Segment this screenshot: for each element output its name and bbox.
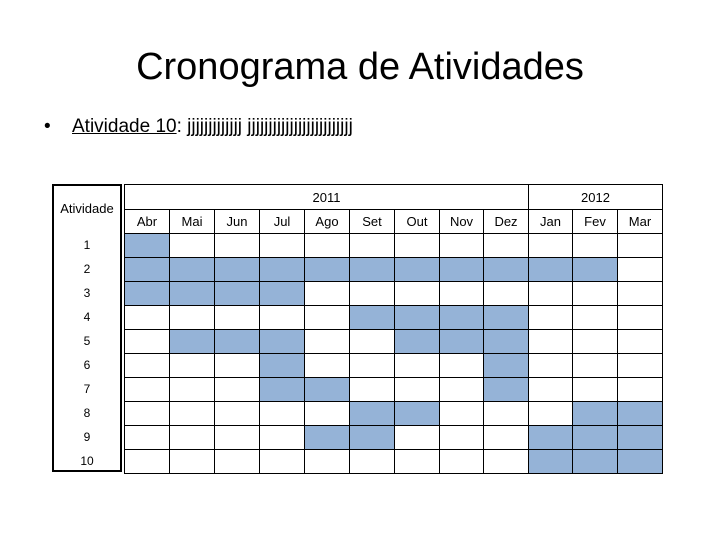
schedule-cell-empty: [484, 282, 529, 306]
schedule-cell-empty: [395, 234, 440, 258]
schedule-cell-empty: [260, 402, 305, 426]
schedule-cell-empty: [440, 234, 484, 258]
schedule-cell-empty: [618, 306, 663, 330]
activity-number: 5: [83, 334, 91, 348]
schedule-cell-filled: [484, 258, 529, 282]
schedule-cell-filled: [350, 402, 395, 426]
schedule-cell-empty: [440, 426, 484, 450]
schedule-cell-filled: [440, 258, 484, 282]
schedule-cell-filled: [484, 306, 529, 330]
schedule-cell-empty: [305, 402, 350, 426]
schedule-cell-empty: [529, 234, 573, 258]
activity-row: [125, 306, 663, 330]
bullet-marker: •: [44, 116, 51, 137]
activity-number: 2: [83, 262, 91, 276]
schedule-cell-filled: [440, 330, 484, 354]
schedule-cell-filled: [350, 258, 395, 282]
activity-number: 10: [80, 454, 94, 468]
schedule-cell-filled: [260, 282, 305, 306]
schedule-cell-empty: [125, 426, 170, 450]
activity-number: 3: [83, 286, 91, 300]
month-header: Ago: [305, 210, 350, 234]
schedule-cell-empty: [215, 234, 260, 258]
schedule-cell-empty: [350, 282, 395, 306]
activity-row: [125, 378, 663, 402]
schedule-cell-empty: [484, 402, 529, 426]
schedule-cell-empty: [260, 450, 305, 474]
schedule-cell-empty: [170, 306, 215, 330]
schedule-cell-filled: [260, 258, 305, 282]
schedule-cell-empty: [618, 330, 663, 354]
schedule-cell-filled: [529, 450, 573, 474]
bullet-description: : jjjjjjjjjjjjj jjjjjjjjjjjjjjjjjjjjjjjjj: [176, 116, 353, 137]
schedule-cell-filled: [618, 426, 663, 450]
schedule-cell-empty: [260, 234, 305, 258]
schedule-cell-empty: [573, 306, 618, 330]
activity-number: 4: [83, 310, 91, 324]
activity-header: Atividade: [60, 201, 114, 216]
schedule-cell-filled: [529, 258, 573, 282]
year-header: 2012: [529, 185, 663, 210]
schedule-cell-filled: [215, 258, 260, 282]
month-header: Mai: [170, 210, 215, 234]
schedule-cell-empty: [484, 450, 529, 474]
schedule-cell-filled: [170, 330, 215, 354]
schedule-cell-empty: [305, 330, 350, 354]
schedule-cell-filled: [260, 354, 305, 378]
activity-row: [125, 354, 663, 378]
schedule-cell-empty: [573, 378, 618, 402]
schedule-cell-empty: [125, 378, 170, 402]
schedule-cell-empty: [618, 378, 663, 402]
activity-row: [125, 258, 663, 282]
schedule-cell-empty: [529, 282, 573, 306]
activity-number: 1: [83, 238, 91, 252]
schedule-cell-empty: [170, 354, 215, 378]
activity-row: [125, 450, 663, 474]
month-header: Mar: [618, 210, 663, 234]
schedule-cell-empty: [440, 282, 484, 306]
month-header: Fev: [573, 210, 618, 234]
activity-column: [52, 184, 122, 472]
schedule-cell-empty: [395, 378, 440, 402]
schedule-cell-empty: [125, 450, 170, 474]
schedule-cell-empty: [395, 426, 440, 450]
schedule-cell-filled: [170, 258, 215, 282]
month-header: Jul: [260, 210, 305, 234]
month-header: Abr: [125, 210, 170, 234]
activity-number: 9: [83, 430, 91, 444]
schedule-cell-empty: [305, 306, 350, 330]
schedule-cell-filled: [125, 234, 170, 258]
schedule-cell-empty: [395, 282, 440, 306]
schedule-cell-empty: [170, 426, 215, 450]
year-header: 2011: [125, 185, 529, 210]
schedule-cell-filled: [305, 426, 350, 450]
schedule-cell-filled: [440, 306, 484, 330]
schedule-cell-filled: [305, 378, 350, 402]
schedule-cell-empty: [215, 450, 260, 474]
schedule-cell-filled: [573, 426, 618, 450]
schedule-cell-filled: [260, 330, 305, 354]
schedule-cell-empty: [305, 354, 350, 378]
schedule-cell-empty: [573, 282, 618, 306]
schedule-cell-empty: [215, 426, 260, 450]
schedule-cell-filled: [618, 450, 663, 474]
schedule-cell-filled: [573, 402, 618, 426]
schedule-cell-empty: [618, 258, 663, 282]
schedule-cell-empty: [618, 234, 663, 258]
schedule-cell-empty: [529, 378, 573, 402]
schedule-cell-empty: [484, 426, 529, 450]
schedule-cell-filled: [125, 282, 170, 306]
schedule-cell-filled: [618, 402, 663, 426]
schedule-cell-empty: [350, 234, 395, 258]
schedule-cell-empty: [440, 402, 484, 426]
schedule-cell-empty: [350, 378, 395, 402]
schedule-cell-empty: [305, 234, 350, 258]
month-header: Nov: [440, 210, 484, 234]
activity-row: [125, 330, 663, 354]
schedule-cell-empty: [260, 306, 305, 330]
schedule-cell-empty: [440, 450, 484, 474]
schedule-cell-empty: [573, 354, 618, 378]
schedule-cell-filled: [395, 402, 440, 426]
schedule-cell-empty: [618, 354, 663, 378]
slide-title: Cronograma de Atividades: [136, 46, 584, 88]
schedule-cell-filled: [125, 258, 170, 282]
schedule-cell-empty: [395, 450, 440, 474]
schedule-cell-empty: [440, 378, 484, 402]
bullet-activity-label: Atividade 10: [72, 116, 177, 137]
schedule-cell-filled: [395, 330, 440, 354]
activity-row: [125, 402, 663, 426]
schedule-cell-empty: [305, 450, 350, 474]
schedule-cell-empty: [170, 234, 215, 258]
schedule-cell-filled: [260, 378, 305, 402]
schedule-cell-filled: [215, 330, 260, 354]
schedule-cell-empty: [305, 282, 350, 306]
schedule-cell-empty: [215, 354, 260, 378]
schedule-cell-empty: [260, 426, 305, 450]
month-header: Set: [350, 210, 395, 234]
month-header: Out: [395, 210, 440, 234]
month-header: Jun: [215, 210, 260, 234]
schedule-cell-empty: [529, 354, 573, 378]
schedule-cell-empty: [215, 378, 260, 402]
schedule-cell-empty: [350, 330, 395, 354]
schedule-cell-empty: [215, 306, 260, 330]
activity-row: [125, 282, 663, 306]
schedule-cell-empty: [529, 306, 573, 330]
activity-row: [125, 426, 663, 450]
schedule-cell-empty: [440, 354, 484, 378]
schedule-cell-empty: [125, 306, 170, 330]
schedule-cell-empty: [215, 402, 260, 426]
schedule-cell-empty: [350, 354, 395, 378]
schedule-cell-empty: [573, 234, 618, 258]
schedule-cell-filled: [529, 426, 573, 450]
schedule-cell-empty: [170, 450, 215, 474]
schedule-cell-filled: [573, 258, 618, 282]
activity-number: 7: [83, 382, 91, 396]
schedule-cell-filled: [215, 282, 260, 306]
schedule-cell-empty: [350, 450, 395, 474]
schedule-cell-empty: [618, 282, 663, 306]
schedule-cell-filled: [395, 306, 440, 330]
schedule-cell-filled: [484, 378, 529, 402]
schedule-cell-filled: [573, 450, 618, 474]
schedule-cell-filled: [170, 282, 215, 306]
schedule-cell-filled: [350, 426, 395, 450]
schedule-cell-empty: [125, 354, 170, 378]
activity-number: 8: [83, 406, 91, 420]
schedule-cell-empty: [529, 330, 573, 354]
month-header: Dez: [484, 210, 529, 234]
bullet-item: [44, 113, 353, 141]
activity-row: [125, 234, 663, 258]
schedule-cell-empty: [484, 234, 529, 258]
schedule-cell-filled: [350, 306, 395, 330]
schedule-cell-empty: [170, 378, 215, 402]
month-row: [125, 210, 663, 234]
schedule-cell-empty: [125, 402, 170, 426]
schedule-cell-empty: [573, 330, 618, 354]
schedule-cell-filled: [484, 330, 529, 354]
schedule-cell-empty: [125, 330, 170, 354]
schedule-cell-filled: [305, 258, 350, 282]
schedule-cell-empty: [395, 354, 440, 378]
year-row: [125, 185, 663, 210]
activity-number: 6: [83, 358, 91, 372]
schedule-cell-filled: [484, 354, 529, 378]
schedule-cell-filled: [395, 258, 440, 282]
schedule-cell-empty: [170, 402, 215, 426]
month-header: Jan: [529, 210, 573, 234]
schedule-grid: [124, 184, 663, 474]
schedule-cell-empty: [529, 402, 573, 426]
